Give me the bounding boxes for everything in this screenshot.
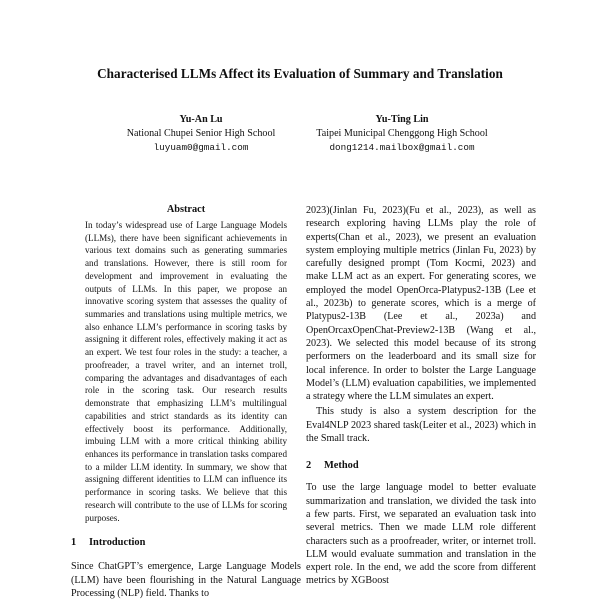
author-block-1 [102, 113, 300, 155]
introduction-heading [71, 536, 301, 550]
method-text: To use the large language model to better evaluate summarization and translation, we divided the task into a few parts. First, we separated an evaluation task into several metrics. Then we made LLM role different characters such as a proofreader, writer, or internet troll. LLM would evaluate summation and translation in the expert role. In the end, we add the score from different metrics by XGBoost [306, 482, 536, 587]
abstract-heading: Abstract [166, 204, 206, 215]
author-affiliation: Taipei Municipal Chenggong High School [316, 128, 488, 139]
author-email: dong1214.mailbox@gmail.com [329, 142, 475, 153]
right-column [306, 204, 536, 588]
introduction-text-continued: 2023)(Jinlan Fu, 2023)(Fu et al., 2023), as well as research exploring having LLMs play the role of experts(Chan et al., 2023), we present an evaluation system employing multiple metrics (Jinlan Fu, 2023) by carefully designed prompt (Tom Kocmi, 2023) and make LLM act as an expert. For generating scores, we employed the model OpenOrca-Platypus2-13B (Lee et al., 2023b) to generate scores, which is a merge of Platypus2-13B (Lee et al., 2023a) and OpenOrcaxOpenChat-Preview2-13B (Wang et al., 2023). We selected this model because of its strong performers on the leaderboard and its small size for local inference. In order to bolster the Large Language Model’s (LLM) evaluation capabilities, we implemented a strategy where the LLM simulates an expert. [306, 205, 536, 403]
introduction-text-start: Since ChatGPT’s emergence, Large Language Models (LLM) have been flourishing in the Natural Language Processing (NLP) field. Thanks to [71, 561, 301, 599]
introduction-paragraph-2: This study is also a system description for the Eval4NLP 2023 shared task(Leiter et al., 2023) which in the Small track. [306, 406, 536, 445]
section-number: 1 [71, 537, 77, 549]
paper-title: Characterised LLMs Affect its Evaluation of Summary and Translation [97, 66, 503, 81]
method-heading [306, 459, 536, 473]
author-block-2 [296, 113, 508, 155]
author-email: luyuam0@gmail.com [153, 142, 249, 153]
section-number: 2 [306, 460, 312, 472]
section-title: Introduction [89, 537, 146, 549]
author-name: Yu-An Lu [179, 114, 223, 125]
author-name: Yu-Ting Lin [375, 114, 429, 125]
section-title: Method [324, 460, 359, 472]
author-affiliation: National Chupei Senior High School [126, 128, 276, 139]
abstract-text: In today’s widespread use of Large Language Models (LLMs), there have been significant achievements in various text domains such as generating summaries and translations. However, there is still room for development and improvement in evaluating the outputs of LLMs. In this paper, we propose an innovative scoring system that assesses the quality of summaries and translations using multiple metrics, we also enhance LLM’s performance in scoring tasks by assigning it different roles, effectively making it act as an expert. We test four roles in the study: a teacher, a proofreader, a travel writer, and an internet troll, comparing the advantages and disadvantages of each role in the scoring task. Our research results demonstrate that emphasizing LLM’s multilingual capabilities and strict standards as its identity can effectively boost its performance. Additionally, imbuing LLM with a more critical thinking ability enhances its performance in translation tasks compared to a milder LLM identity. In summary, we show that assigning different identities to LLM can influence its performance in scoring tasks. We believe that this research will contribute to the use of LLMs for scoring purposes. [85, 220, 287, 523]
left-column [71, 204, 301, 600]
